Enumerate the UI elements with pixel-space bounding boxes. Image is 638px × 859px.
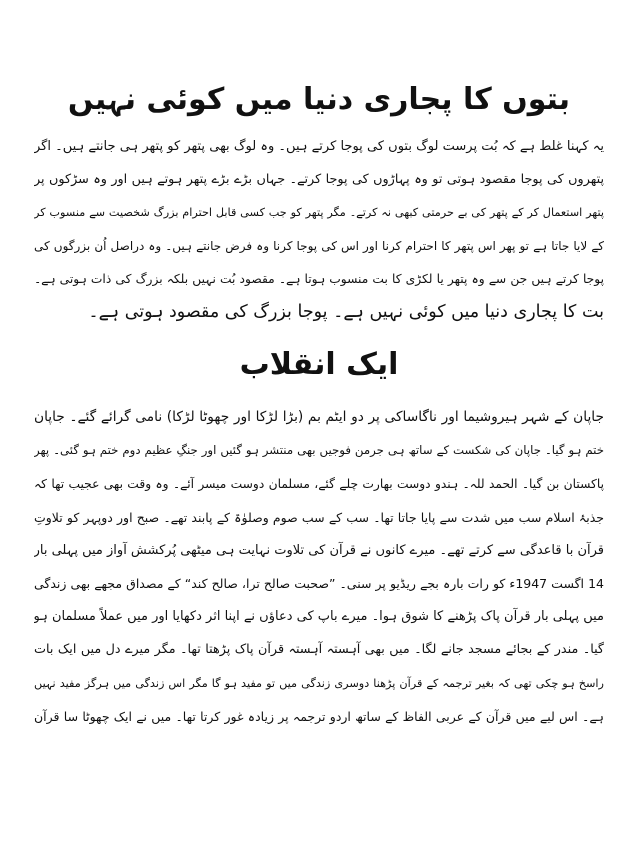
text-line: جاپان کے شہر ہیروشیما اور ناگاساکی پر دو ایٹم بم (بڑا لڑکا اور چھوٹا لڑکا) نامی گرائے گئے۔ جاپان: [34, 409, 604, 426]
text-line: بت کا پجاری دنیا میں کوئی نہیں ہے۔ پوجا بزرگ کی مقصود ہوتی ہے۔: [88, 301, 604, 322]
text-line: پتھر استعمال کر کے پتھر کی بے حرمتی کبھی نہ کرتے۔ مگر پتھر کو جب کسی قابل احترام بزرگ شخصیت سے منسوب کر: [34, 206, 604, 220]
text-line: پاکستان بن گیا۔ الحمد للہ۔ ہندو دوست بھارت چلے گئے، مسلمان دوست میسر آئے۔ وہ وقت بھی عجیب تھا کہ: [34, 476, 604, 491]
text-line: پوجا کرتے ہیں جن سے وہ پتھر یا لکڑی کا بت منسوب ہوتا ہے۔ مقصود بُت نہیں بلکہ بزرگ کی ذات ہوتی ہے۔: [34, 271, 604, 286]
paragraph-revolution: [34, 401, 604, 733]
text-line: جذبۂ اسلام سب میں شدت سے پایا جاتا تھا۔ سب کے سب صوم وصلوٰۃ کے پابند تھے۔ صبح اور دوپہر کو تلاوتِ: [34, 509, 604, 525]
text-line: ختم ہو گیا۔ جاپان کی شکست کے ساتھ ہی جرمن فوجیں بھی منتشر ہو گئیں اور جنگِ عظیم دوم ختم ہو گئی۔ پھر: [34, 443, 604, 458]
text-line: قرآن با قاعدگی سے کرتے تھے۔ میرے کانوں نے قرآن کی تلاوت نہایت ہی میٹھی پُرکشش آواز میں پہلی بار: [34, 542, 604, 558]
section-heading-idols: بتوں کا پجاری دنیا میں کوئی نہیں: [67, 82, 571, 117]
text-line: کے لایا جاتا ہے تو پھر اس پتھر کا احترام کرنا اور اس کی پوجا کرنا وہ فرض جانتے ہیں۔ وہ دراصل اُن بزرگوں کی: [34, 238, 604, 253]
text-line: راسخ ہو چکی تھی کہ بغیر ترجمہ کے قرآن پڑھنا دوسری زندگی میں تو مفید ہو گا مگر اس زندگی میں ہرگز مفید نہیں: [34, 676, 604, 690]
text-line: یہ کہنا غلط ہے کہ بُت پرست لوگ بتوں کی پوجا کرتے ہیں۔ وہ لوگ بھی پتھر کو پتھر ہی جانتے ہیں۔ اگر: [34, 139, 604, 154]
section-heading-revolution: ایک انقلاب: [239, 347, 399, 383]
text-line: پتھروں کی پوجا مقصود ہوتی تو وہ پہاڑوں کی پوجا کرتے۔ جہاں بڑے بڑے پتھر ہوتے ہیں اور وہ سڑکوں پر: [34, 172, 604, 188]
text-line: گیا۔ مندر کے بجائے مسجد جانے لگا۔ میں بھی آہستہ آہستہ قرآن پاک پڑھتا تھا۔ مگر میرے دل میں ایک بات: [34, 642, 604, 658]
text-line: ہے۔ اس لیے میں قرآن کے عربی الفاظ کے ساتھ اردو ترجمہ پر زیادہ غور کرتا تھا۔ میں نے ایک چھوٹا سا قرآن: [34, 708, 604, 724]
text-line: 14 اگست 1947ء کو رات بارہ بجے ریڈیو پر سنی۔ ”صحبت صالح ترا، صالح کند“ کے مصداق مجھے بھی زندگی: [34, 576, 604, 592]
text-line: میں پہلی بار قرآن پاک پڑھنے کا شوق ہوا۔ میرے باپ کی دعاؤں نے اپنا اثر دکھایا اور میں عملاً مسلمان ہو: [34, 609, 604, 625]
paragraph-idols: [34, 130, 604, 329]
